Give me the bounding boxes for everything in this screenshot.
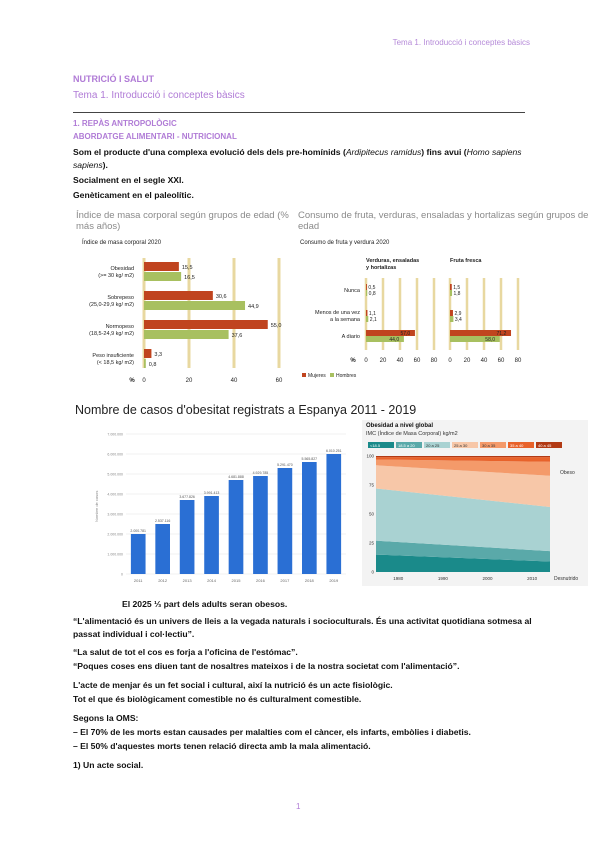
fruit-bar-chart [298,252,538,382]
fruit-bar-mujeres [366,284,367,290]
bmi-bar-mujeres [144,291,213,300]
bmi-value-label: 3,3 [154,352,163,358]
bmi-chart-title: Índice de masa corporal según grupos de edad (% más años) [76,210,289,232]
para-social-act: L'acte de menjar és un fet social i cultural, així la nutrició és un acte fisiològic. [73,680,393,690]
area-tick-label: 100 [366,453,374,459]
area-tick-label: 50 [368,511,374,517]
bmi-bar-chart [70,250,295,388]
intro-species-2: Homo sapiens [466,147,522,157]
global-obesity-subtitle: IMC (Índice de Masa Corporal) kg/m2 [366,431,458,437]
quote-1: “L'alimentació és un univers de lleis a la vegada naturals i socioculturals. És una activitat quotidiana sotmesa al passat individual i col·lectiu”. [73,616,532,639]
cases-value-label: 4.929.785 [252,471,269,475]
cases-tick-label: 0 [121,572,123,577]
bmi-value-label: 30,6 [215,294,227,300]
fruit-panel-title: Fruta fresca [450,258,482,264]
area-x-tick-label: 2010 [527,576,538,581]
area-tick-label: 75 [368,482,374,488]
area-legend-label: 40 a 45 [538,443,552,448]
cases-value-label: 6.010.251 [325,449,342,453]
intro-species-3: sapiens [73,160,103,170]
fruit-tick-label: 40 [480,358,488,364]
bmi-bar-mujeres [144,262,179,271]
bmi-category-range: (18,5-24,9 kg/ m2) [89,331,134,337]
cases-bar [131,534,146,574]
doc-subtitle: Tema 1. Introducció i conceptes bàsics [73,90,245,101]
legend-label-mujeres: Mujeres [308,373,326,379]
quote-2: “La salut de tot el cos es forja a l'oficina de l'estómac”. [73,647,298,657]
fruit-value-label: 0,5 [368,285,376,291]
fruit-panel-title: y hortalizas [366,265,397,271]
cases-bar [326,454,341,574]
area-annotation-obeso: Obeso [560,470,575,476]
subsection-heading: ABORDATGE ALIMENTARI - NUTRICIONAL [73,132,237,141]
fruit-tick-label: 80 [514,358,522,364]
cases-value-label: 2.000.781 [130,529,147,533]
area-legend-label: 35 a 40 [510,443,524,448]
bmi-category-label: Peso insuficiente [92,353,134,359]
fruit-value-label: 1,1 [368,311,376,317]
cases-category-label: 2014 [207,578,217,583]
area-tick-label: 25 [368,540,374,546]
cases-tick-label: 7.000.000 [107,432,123,437]
cases-value-label: 3.991.413 [203,491,220,495]
intro-line-2: Socialment en el segle XXI. [73,175,184,185]
bmi-category-range: (< 18,5 kg/ m2) [96,360,134,366]
fruit-category-label: A diario [341,334,360,340]
bmi-tick-label: 20 [185,378,193,384]
area-x-tick-label: 2000 [482,576,493,581]
fruit-axis-label: % [350,358,356,364]
area-legend-label: 25 a 30 [454,443,468,448]
area-annotation-desnutrido: Desnutrido [554,576,579,582]
fruit-tick-label: 80 [430,358,438,364]
cases-tick-label: 5.000.000 [107,472,123,477]
caption-2025: El 2025 ⅓ part dels adults seran obesos. [122,599,288,609]
bmi-value-label: 44,9 [248,304,259,310]
bmi-bar-mujeres [144,349,151,358]
cases-value-label: 5.291.470 [277,463,293,467]
fruit-tick-label: 60 [497,358,505,364]
cases-bar [204,496,219,574]
bmi-axis-label: % [129,378,135,384]
bmi-tick-label: 40 [230,378,238,384]
cases-value-label: 2.537.116 [155,519,171,523]
bmi-category-range: (25,0-29,9 kg/ m2) [89,302,134,308]
cases-tick-label: 6.000.000 [107,452,123,457]
area-band [376,456,550,457]
bmi-bar-mujeres [144,320,268,329]
bmi-category-label: Normopeso [105,324,134,330]
cases-bar [253,476,268,574]
global-obesity-title: Obesidad a nivel global [366,423,434,429]
fruit-bar-mujeres [366,310,367,316]
fruit-value-label: 2,9 [454,311,462,317]
cases-category-label: 2011 [133,578,143,583]
oms-heading: Segons la OMS: [73,713,139,723]
area-legend-label: <18.5 [370,443,381,448]
cases-category-label: 2017 [280,578,290,583]
fruit-value-label: 71,2 [496,331,507,337]
doc-title: NUTRICIÓ I SALUT [73,74,154,84]
intro-line-3: Genèticament en el paleolític. [73,190,194,200]
area-legend-label: 30 a 35 [482,443,496,448]
fruit-category-label: a la semana [330,317,360,323]
last-line: 1) Un acte social. [73,760,144,770]
cases-category-label: 2015 [231,578,241,583]
obesity-cases-chart [90,422,350,592]
fruit-value-label: 1,5 [453,285,461,291]
para-edible: Tot el que és biològicament comestible no és culturalment comestible. [73,694,362,704]
fruit-bar-hombres [450,290,452,296]
fruit-chart-title: Consumo de fruta, verduras, ensaladas y hortalizas según grupos de edad [298,210,589,232]
fruit-tick-label: 40 [396,358,404,364]
cases-category-label: 2013 [182,578,192,583]
bmi-tick-label: 0 [142,378,146,384]
intro-species-1: Ardipitecus ramidus [345,147,422,157]
oms-item-2: – El 50% d'aquestes morts tenen relació directa amb la mala alimentació. [73,741,371,751]
legend-swatch-hombres [330,373,334,377]
legend-swatch-mujeres [302,373,306,377]
bmi-category-label: Obesidad [110,266,134,272]
bmi-bar-hombres [144,359,146,368]
fruit-value-label: 0,8 [368,291,376,297]
bmi-category-range: (>= 30 kg/ m2) [98,273,134,279]
running-header: Tema 1. Introducció i conceptes bàsics [392,38,530,47]
fruit-value-label: 58,0 [485,337,496,343]
bmi-value-label: 0,8 [148,362,157,368]
bmi-value-label: 16,5 [184,275,195,281]
cases-category-label: 2016 [255,578,265,583]
cases-tick-label: 2.000.000 [107,532,123,537]
fruit-panel-title: Verduras, ensaladas [366,258,420,264]
cases-value-label: 4.681.888 [228,475,244,479]
cases-tick-label: 3.000.000 [107,512,123,517]
fruit-tick-label: 0 [364,358,368,364]
oms-item-1: – El 70% de les morts estan causades per malalties com el càncer, els infarts, embòlies i diabetis. [73,727,471,737]
fruit-value-label: 3,4 [454,317,462,323]
intro-mid: ) fins avui ( [421,147,467,157]
cases-category-label: 2018 [304,578,314,583]
cases-value-label: 3.677.826 [179,495,195,499]
divider [73,112,525,113]
section-heading: 1. REPÀS ANTROPOLÒGIC [73,119,177,128]
cases-bar [302,462,317,574]
fruit-chart-subtitle: Consumo de fruta y verdura 2020 [300,240,390,246]
area-legend-label: 18.5 a 20 [398,443,415,448]
intro-paragraph [73,146,533,172]
fruit-value-label: 1,8 [453,291,461,297]
cases-axis-label: Nombre de casos [94,490,99,522]
bmi-value-label: 37,6 [231,333,243,339]
cases-bar [180,500,195,574]
fruit-tick-label: 20 [463,358,471,364]
fruit-bar-hombres [450,316,453,322]
global-obesity-area-chart [362,438,588,586]
bmi-tick-label: 60 [275,378,283,384]
bmi-chart-subtitle: Índice de masa corporal 2020 [82,240,162,246]
fruit-value-label: 57,0 [400,331,411,337]
page-number: 1 [296,802,301,811]
fruit-tick-label: 20 [379,358,387,364]
area-x-tick-label: 1980 [393,576,404,581]
bmi-category-label: Sobrepeso [107,295,134,301]
fruit-tick-label: 60 [413,358,421,364]
area-legend-label: 20 a 25 [426,443,440,448]
fruit-tick-label: 0 [448,358,452,364]
cases-tick-label: 1.000.000 [107,552,123,557]
area-tick-label: 0 [371,569,374,575]
cases-tick-label: 4.000.000 [107,492,123,497]
fruit-category-label: Menos de una vez [315,310,360,316]
fruit-bar-mujeres [450,284,452,290]
fruit-value-label: 44,0 [389,337,400,343]
intro-pre: Som el producte d'una complexa evolució dels dels pre-homínids ( [73,147,346,157]
bmi-bar-hombres [144,330,229,339]
bmi-bar-hombres [144,301,245,310]
fruit-value-label: 2,1 [369,317,377,323]
legend-label-hombres: Hombres [336,373,357,379]
quote-3: “Poques coses ens diuen tant de nosaltres mateixos i de la nostra societat com l'alimentació”. [73,661,460,671]
cases-bar [229,480,244,574]
cases-category-label: 2012 [158,578,168,583]
fruit-bar-hombres [366,290,367,296]
cases-value-label: 5.565.827 [301,457,318,461]
bmi-value-label: 15,5 [181,265,193,271]
fruit-bar-mujeres [450,310,453,316]
obesity-cases-title: Nombre de casos d'obesitat registrats a Espanya 2011 - 2019 [75,403,417,417]
area-x-tick-label: 1990 [437,576,448,581]
bmi-value-label: 55,0 [270,323,282,329]
cases-bar [155,524,170,574]
fruit-category-label: Nunca [344,288,360,294]
cases-category-label: 2019 [329,578,339,583]
intro-end: ). [102,160,108,170]
cases-bar [278,468,293,574]
bmi-bar-hombres [144,272,181,281]
